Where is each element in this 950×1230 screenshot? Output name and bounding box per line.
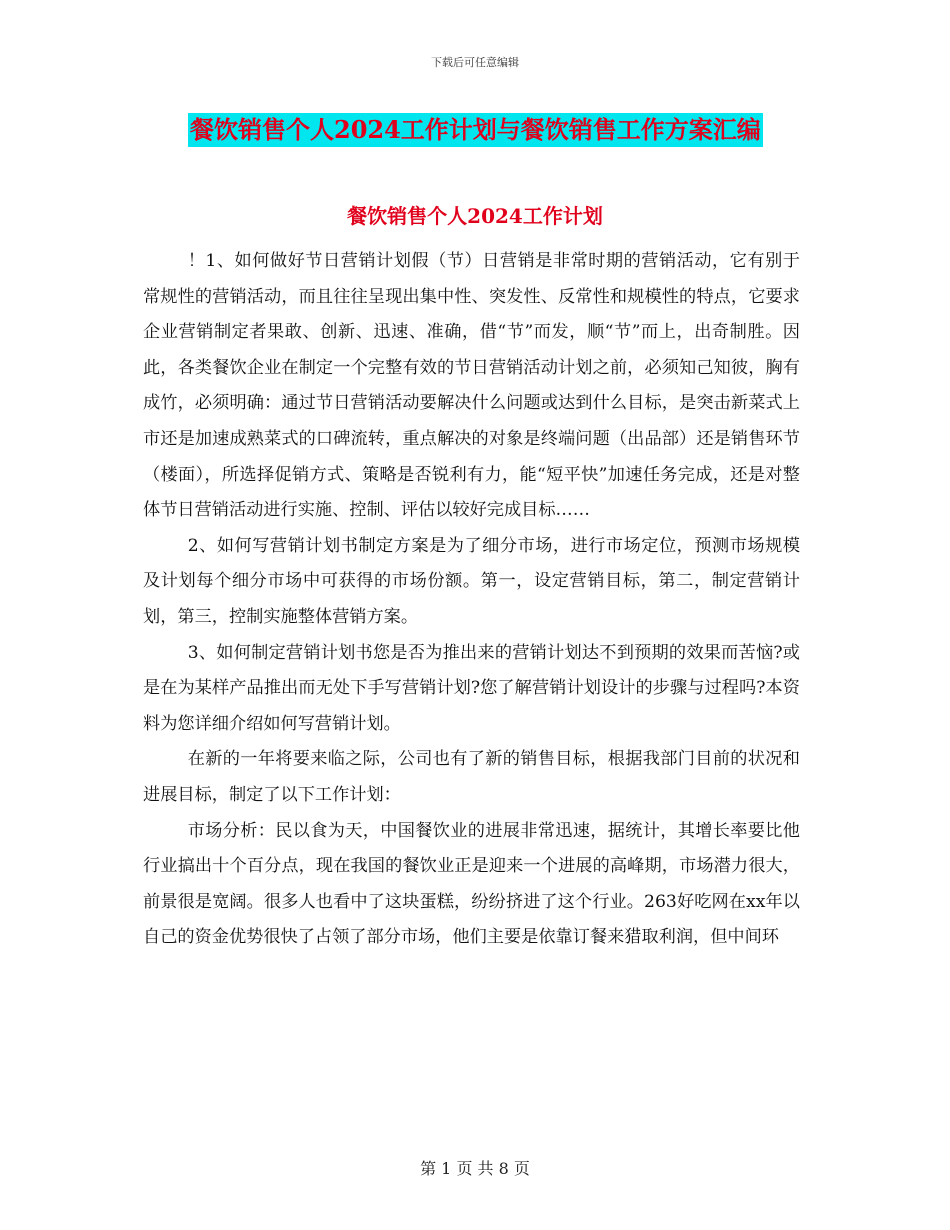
- paragraph-1: ！1、如何做好节日营销计划假（节）日营销是非常时期的营销活动，它有别于常规性的营销活动，而且往往呈现出集中性、突发性、反常性和规模性的特点，它要求企业营销制定者果敢、创新、迅速、准确，借“节”而发，顺“节”而上，出奇制胜。因此，各类餐饮企业在制定一个完整有效的节日营销活动计划之前，必须知己知彼，胸有成竹，必须明确：通过节日营销活动要解决什么问题或达到什么目标，是突击新菜式上市还是加速成熟菜式的口碑流转，重点解决的对象是终端问题（出品部）还是销售环节（楼面），所选择促销方式、策略是否锐利有力，能“短平快”加速任务完成，还是对整体节日营销活动进行实施、控制、评估以较好完成目标……: [143, 251, 800, 521]
- paragraph-4: 在新的一年将要来临之际，公司也有了新的销售目标，根据我部门目前的状况和进展目标，制定了以下工作计划：: [143, 749, 800, 805]
- page-footer: 第 1 页 共 8 页: [420, 1159, 530, 1178]
- document-title: 餐饮销售个人2024工作计划与餐饮销售工作方案汇编: [188, 113, 763, 147]
- body-text: [143, 244, 800, 956]
- paragraph-2: 2、如何写营销计划书制定方案是为了细分市场，进行市场定位，预测市场规模及计划每个细分市场中可获得的市场份额。第一，设定营销目标，第二，制定营销计划，第三，控制实施整体营销方案。: [143, 535, 800, 627]
- header-note: 下载后可任意编辑: [431, 56, 519, 69]
- paragraph-5: 市场分析：民以食为天，中国餐饮业的进展非常迅速，据统计，其增长率要比他行业搞出十个百分点，现在我国的餐饮业正是迎来一个进展的高峰期，市场潜力很大，前景很是宽阔。很多人也看中了这块蛋糕，纷纷挤进了这个行业。263好吃网在xx年以自己的资金优势很快了占领了部分市场，他们主要是依靠订餐来猎取利润，但中间环: [143, 820, 800, 948]
- section-title: 餐饮销售个人2024工作计划: [347, 204, 603, 228]
- paragraph-3: 3、如何制定营销计划书您是否为推出来的营销计划达不到预期的效果而苦恼?或是在为某样产品推出而无处下手写营销计划?您了解营销计划设计的步骤与过程吗?本资料为您详细介绍如何写营销计划。: [143, 642, 800, 734]
